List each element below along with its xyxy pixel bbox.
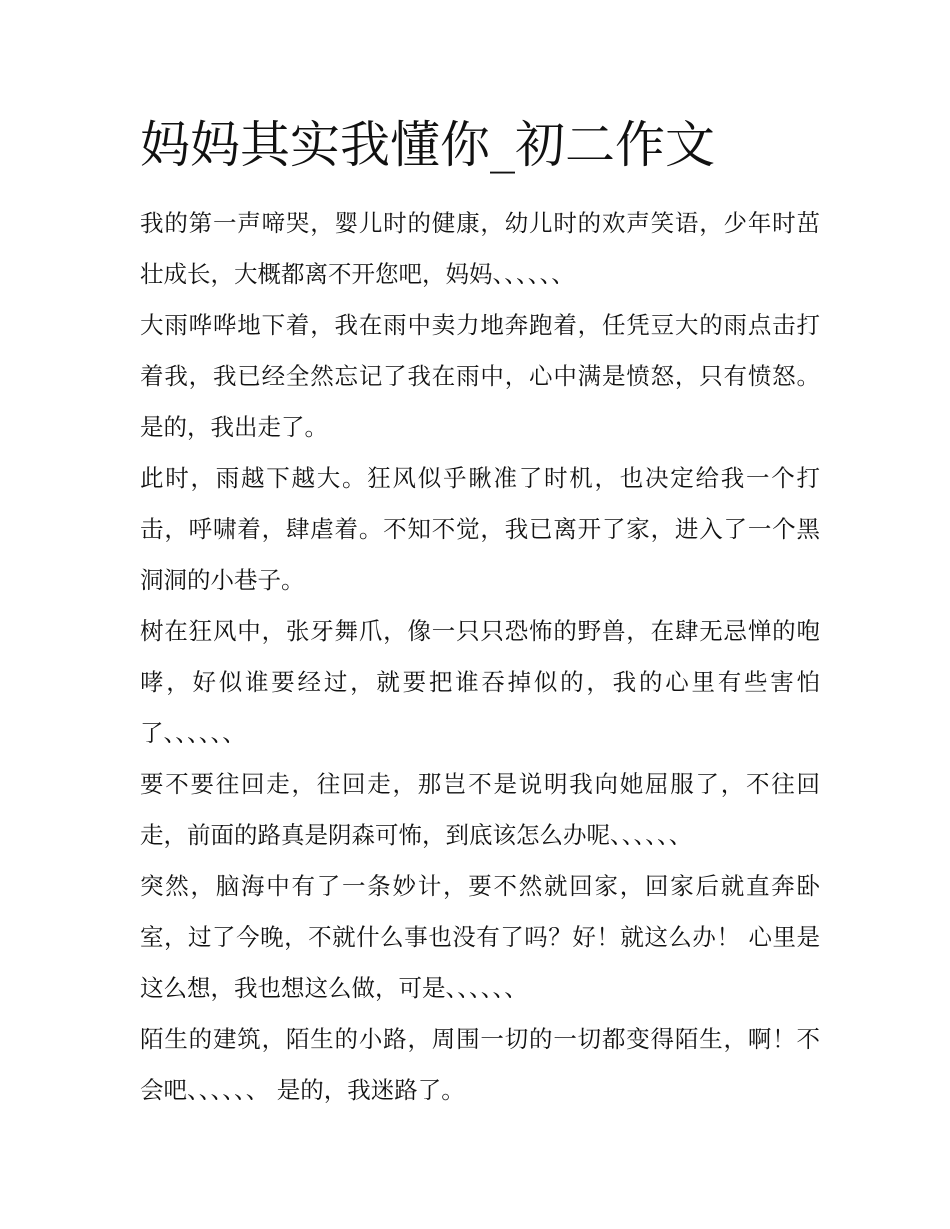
document-title: 妈妈其实我懂你_初二作文 (140, 116, 715, 174)
paragraph-2: 大雨哗哗地下着，我在雨中卖力地奔跑着，任凭豆大的雨点击打着我，我已经全然忘记了我在雨中，心中满是愤怒，只有愤怒。 是的，我出走了。 (140, 311, 820, 441)
paragraph-1: 我的第一声啼哭，婴儿时的健康，幼儿时的欢声笑语，少年时茁壮成长，大概都离不开您吧，妈妈、、、、、、 (140, 209, 820, 288)
paragraph-4: 树在狂风中，张牙舞爪，像一只只恐怖的野兽，在肆无忌惮的咆哮，好似谁要经过，就要把谁吞掉似的，我的心里有些害怕了、、、、、、 (140, 617, 820, 747)
paragraph-5: 要不要往回走，往回走，那岂不是说明我向她屈服了，不往回走，前面的路真是阴森可怖，到底该怎么办呢、、、、、、 (140, 770, 820, 849)
document-body (140, 198, 820, 1116)
paragraph-6: 突然，脑海中有了一条妙计，要不然就回家，回家后就直奔卧室，过了今晚，不就什么事也没有了吗？好！就这么办！ 心里是这么想，我也想这么做，可是、、、、、、 (140, 872, 820, 1002)
paragraph-7: 陌生的建筑，陌生的小路，周围一切的一切都变得陌生，啊！不会吧、、、、、、 是的，我迷路了。 (140, 1025, 820, 1104)
paragraph-3: 此时，雨越下越大。狂风似乎瞅准了时机，也决定给我一个打击，呼啸着，肆虐着。不知不觉，我已离开了家，进入了一个黑洞洞的小巷子。 (140, 464, 820, 594)
